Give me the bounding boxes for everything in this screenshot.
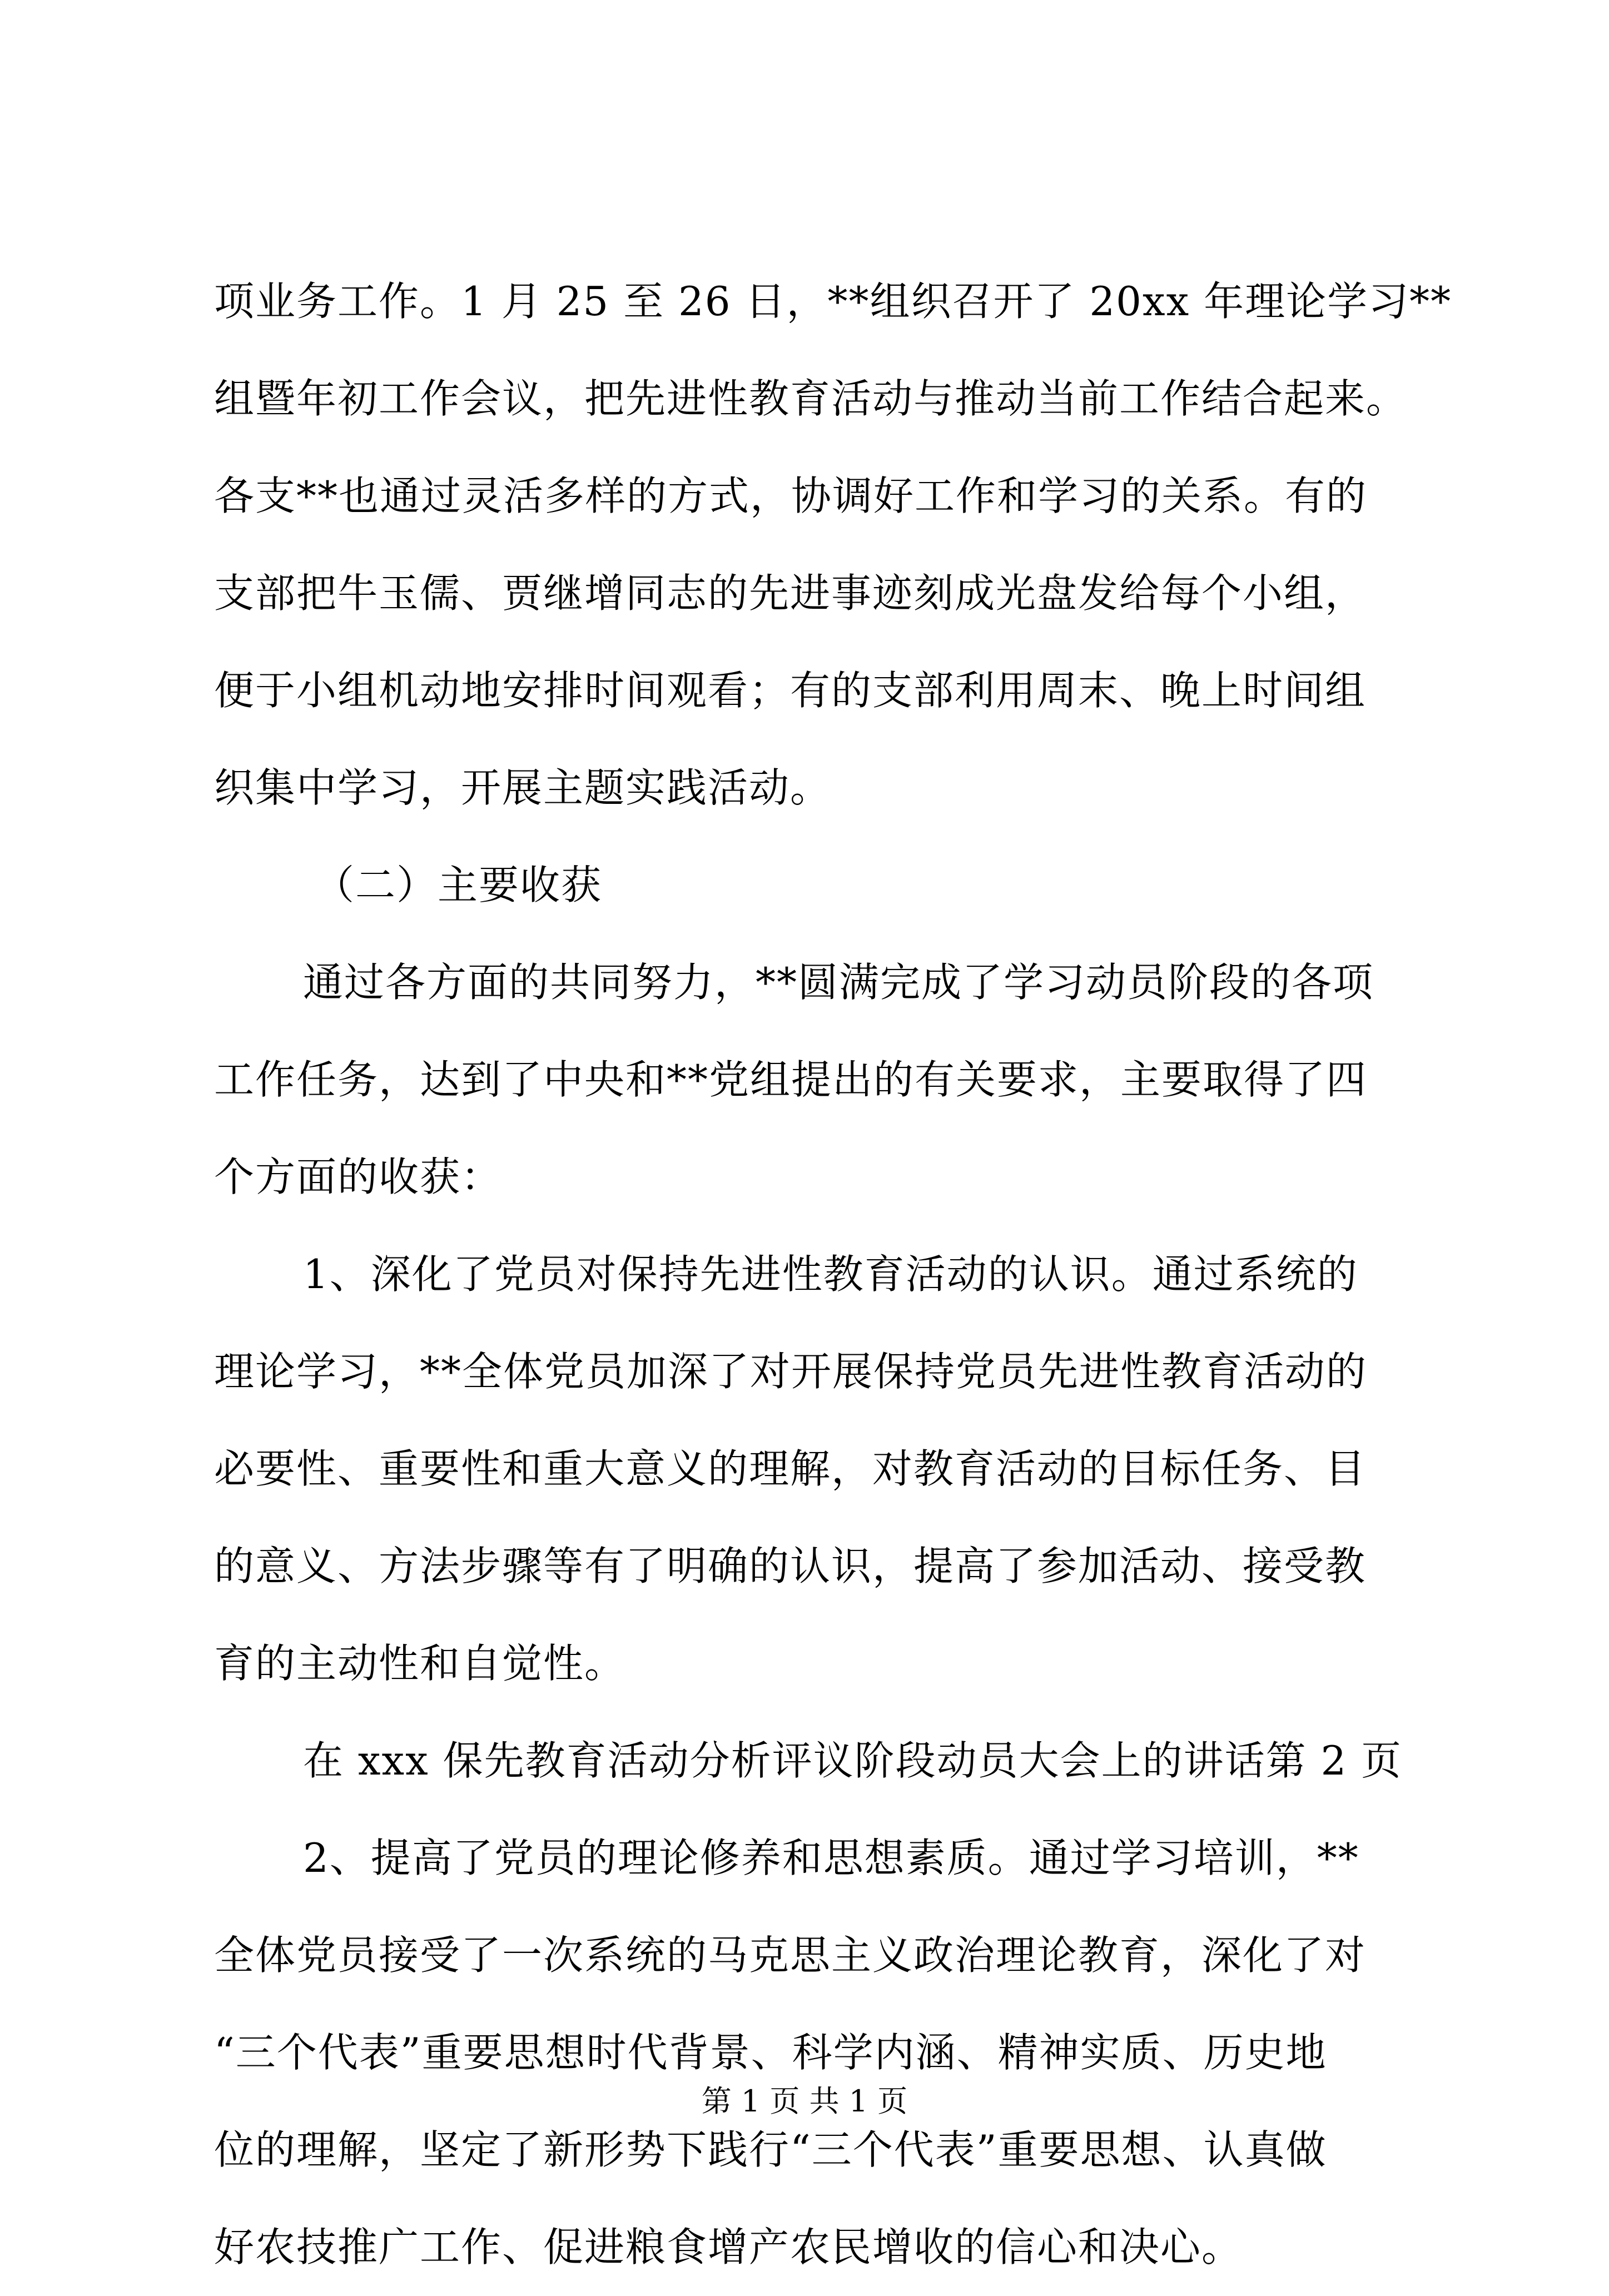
text-line: “三个代表”重要思想时代背景、科学内涵、精神实质、历史地 xyxy=(214,2029,1327,2076)
text-line: 2、提高了党员的理论修养和思想素质。通过学习培训，** xyxy=(303,1835,1359,1881)
document-body xyxy=(214,253,1471,2296)
text-line: 支部把牛玉儒、贾继增同志的先进事迹刻成光盘发给每个小组， xyxy=(214,570,1367,617)
text-line: 织集中学习，开展主题实践活动。 xyxy=(214,764,832,811)
text-line: 工作任务，达到了中央和**党组提出的有关要求，主要取得了四 xyxy=(214,1056,1368,1103)
text-line: 育的主动性和自觉性。 xyxy=(214,1640,626,1687)
text-line: 必要性、重要性和重大意义的理解，对教育活动的目标任务、目 xyxy=(214,1445,1367,1492)
text-line: 理论学习，**全体党员加深了对开展保持党员先进性教育活动的 xyxy=(214,1348,1368,1395)
text-line: 好农技推广工作、促进粮食增产农民增收的信心和决心。 xyxy=(214,2224,1243,2270)
text-line: 1、深化了党员对保持先进性教育活动的认识。通过系统的 xyxy=(303,1251,1358,1298)
text-line: 便于小组机动地安排时间观看；有的支部利用周末、晚上时间组 xyxy=(214,667,1367,714)
text-line: 各支**也通过灵活多样的方式，协调好工作和学习的关系。有的 xyxy=(214,473,1368,519)
section-heading: （二）主要收获 xyxy=(314,862,603,908)
text-line: 项业务工作。1 月 25 至 26 日，**组织召开了 20xx 年理论学习** xyxy=(214,278,1452,325)
text-line: 位的理解，坚定了新形势下践行“三个代表”重要思想、认真做 xyxy=(214,2126,1327,2173)
text-line: 全体党员接受了一次系统的马克思主义政治理论教育，深化了对 xyxy=(214,1932,1367,1979)
page-footer: 第 1 页 共 1 页 xyxy=(701,2084,908,2119)
page-title-line: 在 xxx 保先教育活动分析评议阶段动员大会上的讲话第 2 页 xyxy=(303,1737,1403,1784)
text-line: 个方面的收获： xyxy=(214,1154,503,1200)
text-line: 通过各方面的共同努力，**圆满完成了学习动员阶段的各项 xyxy=(303,959,1374,1006)
text-line: 的意义、方法步骤等有了明确的认识，提高了参加活动、接受教 xyxy=(214,1543,1367,1589)
text-line: 组暨年初工作会议，把先进性教育活动与推动当前工作结合起来。 xyxy=(214,375,1408,422)
